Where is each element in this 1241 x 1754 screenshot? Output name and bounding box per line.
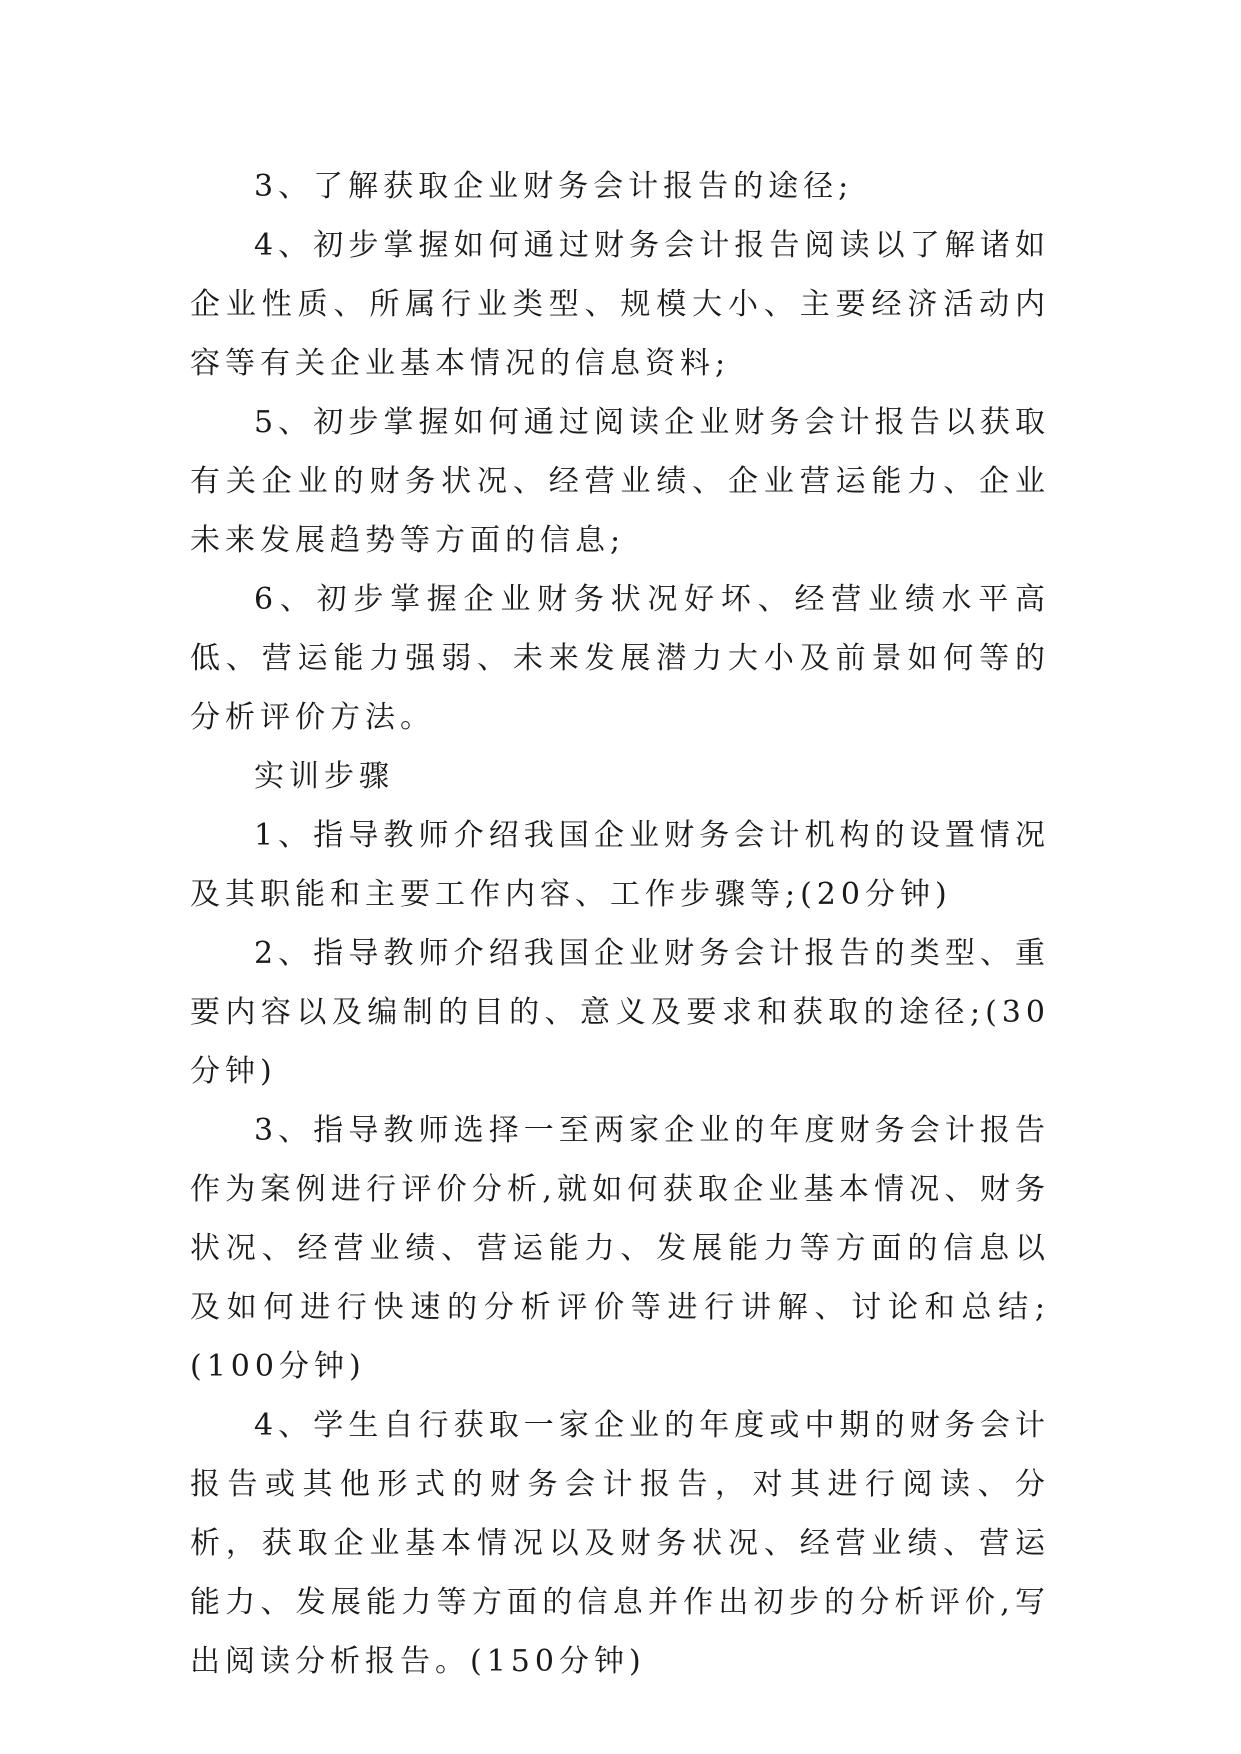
document-body [190,157,1050,1691]
paragraph-step-1: 1、指导教师介绍我国企业财务会计机构的设置情况及其职能和主要工作内容、工作步骤等;(20分钟) [190,818,1050,912]
paragraph-objective-4: 4、初步掌握如何通过财务会计报告阅读以了解诸如企业性质、所属行业类型、规模大小、主要经济活动内容等有关企业基本情况的信息资料; [190,228,1050,381]
paragraph-objective-5: 5、初步掌握如何通过阅读企业财务会计报告以获取有关企业的财务状况、经营业绩、企业营运能力、企业未来发展趋势等方面的信息; [190,405,1050,558]
paragraph-step-4: 4、学生自行获取一家企业的年度或中期的财务会计报告或其他形式的财务会计报告，对其进行阅读、分析，获取企业基本情况以及财务状况、经营业绩、营运能力、发展能力等方面的信息并作出初步的分析评价,写出阅读分析报告。(150分钟) [190,1408,1050,1679]
section-heading-training-steps: 实训步骤 [254,759,394,794]
paragraph-objective-6: 6、初步掌握企业财务状况好坏、经营业绩水平高低、营运能力强弱、未来发展潜力大小及前景如何等的分析评价方法。 [190,582,1050,735]
paragraph-step-3: 3、指导教师选择一至两家企业的年度财务会计报告作为案例进行评价分析,就如何获取企业基本情况、财务状况、经营业绩、营运能力、发展能力等方面的信息以及如何进行快速的分析评价等进行讲解、讨论和总结;(100分钟) [190,1113,1050,1384]
paragraph-objective-3: 3、了解获取企业财务会计报告的途径; [254,169,854,204]
paragraph-step-2: 2、指导教师介绍我国企业财务会计报告的类型、重要内容以及编制的目的、意义及要求和获取的途径;(30分钟) [190,936,1050,1089]
